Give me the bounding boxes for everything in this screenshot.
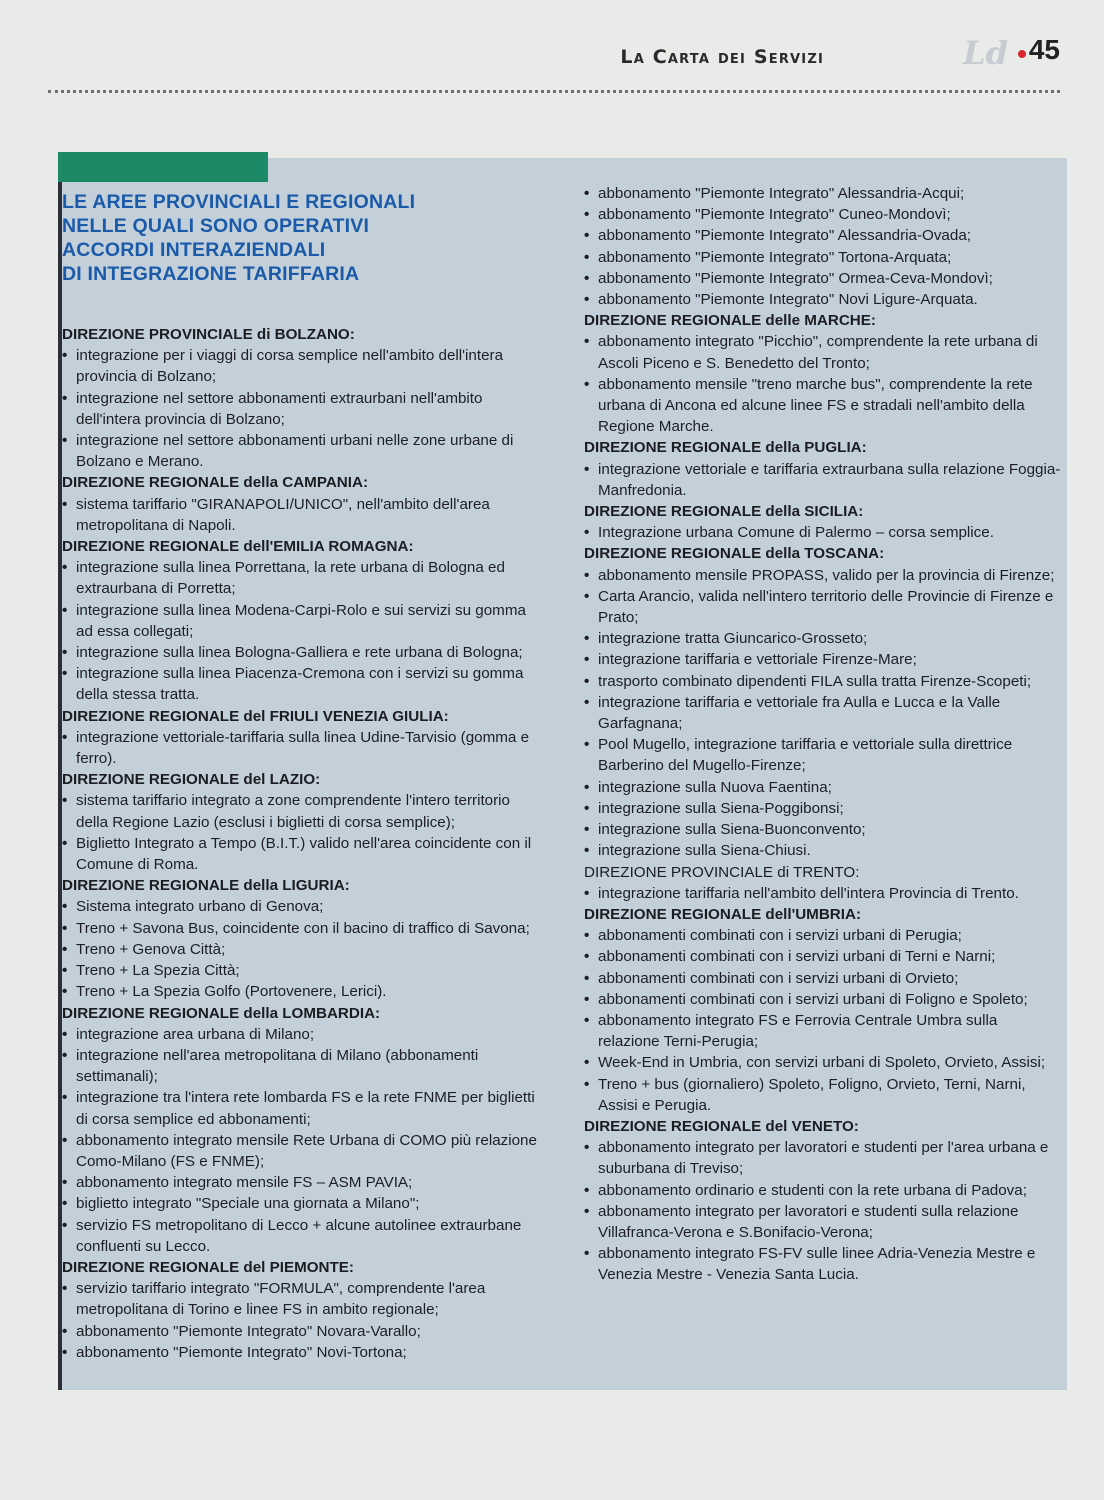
list-item: • abbonamento integrato mensile Rete Urbana di COMO più relazione Como-Milano (FS e FNME);	[62, 1130, 540, 1172]
direction-section	[62, 472, 540, 536]
section-heading	[62, 706, 540, 727]
direction-section	[584, 183, 1062, 310]
list-item: • abbonamenti combinati con i servizi urbani di Foligno e Spoleto;	[584, 989, 1062, 1010]
section-heading-region: LIGURIA:	[282, 877, 350, 895]
magazine-logo: Ld	[963, 34, 1008, 72]
section-heading	[62, 875, 540, 896]
running-title: La Carta dei Servizi	[620, 46, 824, 68]
direction-section	[62, 875, 540, 1002]
list-item: • abbonamento integrato FS e Ferrovia Centrale Umbra sulla relazione Terni-Perugia;	[584, 1010, 1062, 1052]
section-heading	[584, 501, 1062, 522]
list-item: • sistema tariffario "GIRANAPOLI/UNICO", nell'ambito dell'area metropolitana di Napoli.	[62, 494, 540, 536]
section-heading	[584, 904, 1062, 925]
section-heading-region: PIEMONTE:	[269, 1258, 354, 1276]
section-heading	[584, 862, 1062, 883]
list-item: • integrazione tratta Giuncarico-Grosseto;	[584, 628, 1062, 649]
list-item: • integrazione sulla Siena-Buonconvento;	[584, 819, 1062, 840]
list-item: • biglietto integrato "Speciale una giornata a Milano";	[62, 1193, 540, 1214]
list-item: • servizio tariffario integrato "FORMULA", comprendente l'area metropolitana di Torino e linee FS in ambito regionale;	[62, 1278, 540, 1320]
list-item: • Treno + Genova Città;	[62, 939, 540, 960]
list-item: • Biglietto Integrato a Tempo (B.I.T.) valido nell'area coincidente con il Comune di Roma.	[62, 833, 540, 875]
direction-section	[584, 437, 1062, 501]
section-heading-prefix: DIREZIONE PROVINCIALE di	[584, 863, 794, 881]
section-heading-region: CAMPANIA:	[282, 474, 369, 492]
section-heading-region: SICILIA:	[804, 503, 864, 521]
list-item: • abbonamento integrato per lavoratori e studenti sulla relazione Villafranca-Verona e S.Bonifacio-Verona;	[584, 1201, 1062, 1243]
direction-section	[584, 543, 1062, 861]
list-item: • abbonamento "Piemonte Integrato" Alessandria-Ovada;	[584, 225, 1062, 246]
list-item: • abbonamenti combinati con i servizi urbani di Terni e Narni;	[584, 946, 1062, 967]
section-heading-prefix: DIREZIONE REGIONALE del	[62, 1258, 270, 1276]
section-heading-region: TOSCANA:	[804, 545, 885, 563]
section-heading-prefix: DIREZIONE REGIONALE della	[62, 474, 283, 492]
section-heading-prefix: DIREZIONE REGIONALE dell'	[584, 905, 796, 923]
list-item: • Week-End in Umbria, con servizi urbani di Spoleto, Orvieto, Assisi;	[584, 1052, 1062, 1073]
section-heading-region: FRIULI VENEZIA GIULIA:	[269, 707, 449, 725]
list-item: • sistema tariffario integrato a zone comprendente l'intero territorio della Regione Lazio (esclusi i biglietti di corsa semplice);	[62, 790, 540, 832]
list-item: • integrazione sulla Nuova Faentina;	[584, 777, 1062, 798]
list-item: • Treno + La Spezia Golfo (Portovenere, Lerici).	[62, 981, 540, 1002]
list-item: • integrazione tra l'intera rete lombarda FS e la rete FNME per biglietti di corsa semplice ed abbonamenti;	[62, 1087, 540, 1129]
direction-section	[62, 324, 540, 472]
list-item: • abbonamento ordinario e studenti con la rete urbana di Padova;	[584, 1180, 1062, 1201]
list-item: • integrazione tariffaria e vettoriale Firenze-Mare;	[584, 649, 1062, 670]
box-title-line: DI INTEGRAZIONE TARIFFARIA	[62, 263, 360, 285]
list-item: • integrazione sulla linea Bologna-Galliera e rete urbana di Bologna;	[62, 642, 540, 663]
list-item: • integrazione sulla linea Modena-Carpi-Rolo e sui servizi su gomma ad essa collegati;	[62, 600, 540, 642]
section-heading-region: EMILIA ROMAGNA:	[273, 538, 414, 556]
section-heading	[584, 1116, 1062, 1137]
list-item: • integrazione tariffaria nell'ambito dell'intera Provincia di Trento.	[584, 883, 1062, 904]
section-heading	[62, 324, 540, 345]
direction-section	[62, 769, 540, 875]
list-item: • Treno + bus (giornaliero) Spoleto, Foligno, Orvieto, Terni, Narni, Assisi e Perugia.	[584, 1074, 1062, 1116]
section-heading-prefix: DIREZIONE REGIONALE della	[62, 877, 283, 895]
direction-section	[62, 536, 540, 706]
list-item: • abbonamento "Piemonte Integrato" Tortona-Arquata;	[584, 247, 1062, 268]
section-heading-region: MARCHE:	[804, 312, 876, 330]
list-item: • integrazione per i viaggi di corsa semplice nell'ambito dell'intera provincia di Bolzano;	[62, 345, 540, 387]
list-item: • abbonamento integrato per lavoratori e studenti per l'area urbana e suburbana di Treviso;	[584, 1137, 1062, 1179]
section-heading	[62, 536, 540, 557]
page-number: 45	[1028, 34, 1060, 65]
list-item: • integrazione nel settore abbonamenti extraurbani nell'ambito dell'intera provincia di Bolzano;	[62, 388, 540, 430]
direction-section	[62, 1257, 540, 1363]
box-title-line: ACCORDI INTERAZIENDALI	[62, 239, 326, 261]
section-heading	[62, 769, 540, 790]
section-heading	[584, 310, 1062, 331]
list-item: • Carta Arancio, valida nell'intero territorio delle Provincie di Firenze e Prato;	[584, 586, 1062, 628]
section-heading	[62, 1003, 540, 1024]
section-heading-region: UMBRIA:	[795, 905, 862, 923]
left-sections	[62, 324, 540, 1363]
direction-section	[584, 904, 1062, 1116]
section-heading-prefix: DIREZIONE REGIONALE dell'	[62, 538, 274, 556]
section-heading-prefix: DIREZIONE REGIONALE del	[62, 707, 270, 725]
list-item: • abbonamento mensile PROPASS, valido per la provincia di Firenze;	[584, 565, 1062, 586]
list-item: • abbonamenti combinati con i servizi urbani di Orvieto;	[584, 968, 1062, 989]
section-heading	[62, 472, 540, 493]
section-heading-prefix: DIREZIONE REGIONALE della	[584, 503, 805, 521]
list-item: • Pool Mugello, integrazione tariffaria e vettoriale sulla direttrice Barberino del Mugello-Firenze;	[584, 734, 1062, 776]
section-heading-prefix: DIREZIONE REGIONALE della	[584, 545, 805, 563]
section-heading-region: TRENTO:	[793, 863, 860, 881]
list-item: • Integrazione urbana Comune di Palermo – corsa semplice.	[584, 522, 1062, 543]
left-column	[62, 158, 540, 1363]
page-header	[0, 30, 1104, 80]
section-heading-region: LAZIO:	[269, 771, 321, 789]
list-item: • abbonamento integrato FS-FV sulle linee Adria-Venezia Mestre e Venezia Mestre - Venezia Santa Lucia.	[584, 1243, 1062, 1285]
box-title	[62, 190, 540, 286]
section-heading-prefix: DIREZIONE REGIONALE del	[62, 771, 270, 789]
direction-section	[584, 862, 1062, 904]
list-item: • Treno + La Spezia Città;	[62, 960, 540, 981]
list-item: • abbonamento integrato "Picchio", comprendente la rete urbana di Ascoli Piceno e S. Benedetto del Tronto;	[584, 331, 1062, 373]
list-item: • integrazione sulla Siena-Poggibonsi;	[584, 798, 1062, 819]
list-item: • abbonamento "Piemonte Integrato" Alessandria-Acqui;	[584, 183, 1062, 204]
box-title-line: NELLE QUALI SONO OPERATIVI	[62, 215, 370, 237]
red-dot-icon	[1018, 50, 1026, 58]
dotted-divider	[48, 90, 1060, 93]
list-item: • integrazione nell'area metropolitana di Milano (abbonamenti settimanali);	[62, 1045, 540, 1087]
list-item: • abbonamento "Piemonte Integrato" Cuneo-Mondovì;	[584, 204, 1062, 225]
list-item: • integrazione area urbana di Milano;	[62, 1024, 540, 1045]
info-box	[58, 158, 1067, 1390]
direction-section	[62, 1003, 540, 1257]
list-item: • integrazione tariffaria e vettoriale fra Aulla e Lucca e la Valle Garfagnana;	[584, 692, 1062, 734]
section-heading-prefix: DIREZIONE REGIONALE della	[584, 439, 805, 457]
section-heading	[62, 1257, 540, 1278]
list-item: • Treno + Savona Bus, coincidente con il bacino di traffico di Savona;	[62, 918, 540, 939]
section-heading-prefix: DIREZIONE PROVINCIALE di	[62, 326, 275, 343]
list-item: • integrazione nel settore abbonamenti urbani nelle zone urbane di Bolzano e Merano.	[62, 430, 540, 472]
list-item: • integrazione vettoriale e tariffaria extraurbana sulla relazione Foggia-Manfredonia.	[584, 459, 1062, 501]
list-item: • abbonamento "Piemonte Integrato" Novi Ligure-Arquata.	[584, 289, 1062, 310]
direction-section	[584, 1116, 1062, 1286]
section-heading-region: PUGLIA:	[804, 439, 867, 457]
list-item: • servizio FS metropolitano di Lecco + alcune autolinee extraurbane confluenti su Lecco.	[62, 1215, 540, 1257]
right-column	[584, 158, 1062, 1286]
list-item: • abbonamento mensile "treno marche bus", comprendente la rete urbana di Ancona ed alcune linee FS e stradali nell'ambito della Regione Marche.	[584, 374, 1062, 438]
list-item: • integrazione sulla linea Piacenza-Cremona con i servizi su gomma della stessa tratta.	[62, 663, 540, 705]
list-item: • trasporto combinato dipendenti FILA sulla tratta Firenze-Scopeti;	[584, 671, 1062, 692]
list-item: • abbonamento "Piemonte Integrato" Novara-Varallo;	[62, 1321, 540, 1342]
section-heading-region: VENETO:	[791, 1117, 859, 1135]
direction-section	[584, 310, 1062, 437]
section-heading	[584, 437, 1062, 458]
list-item: • integrazione sulla linea Porrettana, la rete urbana di Bologna ed extraurbana di Porretta;	[62, 557, 540, 599]
section-heading	[584, 543, 1062, 564]
list-item: • integrazione sulla Siena-Chiusi.	[584, 840, 1062, 861]
list-item: • abbonamento "Piemonte Integrato" Novi-Tortona;	[62, 1342, 540, 1363]
section-heading-prefix: DIREZIONE REGIONALE delle	[584, 312, 805, 330]
section-heading-prefix: DIREZIONE REGIONALE del	[584, 1117, 792, 1135]
list-item: • Sistema integrato urbano di Genova;	[62, 896, 540, 917]
list-item: • integrazione vettoriale-tariffaria sulla linea Udine-Tarvisio (gomma e ferro).	[62, 727, 540, 769]
section-heading-region: BOLZANO:	[274, 326, 355, 343]
direction-section	[62, 706, 540, 770]
section-heading-prefix: DIREZIONE REGIONALE della	[62, 1004, 283, 1022]
list-item: • abbonamenti combinati con i servizi urbani di Perugia;	[584, 925, 1062, 946]
section-heading-region: LOMBARDIA:	[282, 1004, 381, 1022]
direction-section	[584, 501, 1062, 543]
list-item: • abbonamento "Piemonte Integrato" Ormea-Ceva-Mondovì;	[584, 268, 1062, 289]
box-title-line: LE AREE PROVINCIALI E REGIONALI	[62, 191, 416, 213]
right-sections	[584, 183, 1062, 1286]
list-item: • abbonamento integrato mensile FS – ASM PAVIA;	[62, 1172, 540, 1193]
